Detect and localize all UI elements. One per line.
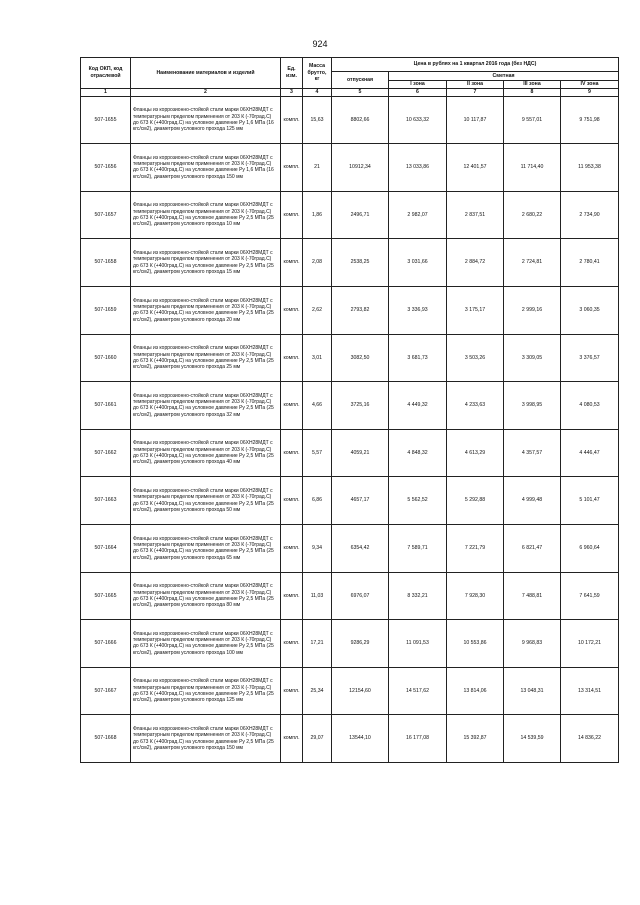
zone-1-price-cell: 5 562,52 [389,477,447,525]
header-zone-3: III зона [504,81,561,89]
mass-cell: 17,21 [303,620,332,668]
zone-3-price-cell: 9 557,01 [504,96,561,144]
unit-cell: компл. [281,286,303,334]
table-row [81,382,619,430]
unit-cell: компл. [281,382,303,430]
code-cell: 507-1662 [81,429,131,477]
zone-2-price-cell: 12 401,57 [447,144,504,192]
header-name: Наименование материалов и изделий [131,58,281,89]
mass-cell: 15,63 [303,96,332,144]
item-name-cell: Фланцы из коррозионно-стойкой стали марки 06ХН28МДТ с температурным пределом применения от 203 К (-70град.С) до 673 К (+400град.С) на условное давление Ру 2,5 МПа (25 кгс/см2), диаметром условного прохода 80 мм [131,572,281,620]
wholesale-price-cell: 6976,07 [332,572,389,620]
table-row [81,524,619,572]
code-cell: 507-1665 [81,572,131,620]
zone-3-price-cell: 4 999,48 [504,477,561,525]
mass-cell: 21 [303,144,332,192]
table-row [81,239,619,287]
zone-1-price-cell: 16 177,08 [389,715,447,763]
zone-3-price-cell: 13 048,31 [504,667,561,715]
table-row [81,334,619,382]
zone-4-price-cell: 13 314,51 [561,667,619,715]
unit-cell: компл. [281,429,303,477]
wholesale-price-cell: 2793,82 [332,286,389,334]
wholesale-price-cell: 4657,17 [332,477,389,525]
zone-4-price-cell: 2 780,41 [561,239,619,287]
code-cell: 507-1659 [81,286,131,334]
zone-2-price-cell: 10 553,86 [447,620,504,668]
table-row [81,667,619,715]
header-zone-2: II зона [447,81,504,89]
table-row [81,620,619,668]
zone-1-price-cell: 10 633,32 [389,96,447,144]
zone-2-price-cell: 13 814,06 [447,667,504,715]
zone-3-price-cell: 2 999,16 [504,286,561,334]
header-price-group: Цена в рублях на 1 квартал 2016 года (без НДС) [332,58,619,72]
mass-cell: 9,34 [303,524,332,572]
zone-2-price-cell: 3 503,26 [447,334,504,382]
unit-cell: компл. [281,191,303,239]
zone-1-price-cell: 11 091,53 [389,620,447,668]
wholesale-price-cell: 2496,71 [332,191,389,239]
wholesale-price-cell: 6354,42 [332,524,389,572]
zone-3-price-cell: 6 821,47 [504,524,561,572]
zone-4-price-cell: 14 836,22 [561,715,619,763]
zone-3-price-cell: 2 724,81 [504,239,561,287]
zone-4-price-cell: 4 446,47 [561,429,619,477]
page-number: 924 [312,39,328,49]
header-mass: Масса брутто, кг [303,58,332,89]
zone-3-price-cell: 11 714,40 [504,144,561,192]
table-row [81,572,619,620]
item-name-cell: Фланцы из коррозионно-стойкой стали марки 06ХН28МДТ с температурным пределом применения от 203 К (-70град.С) до 673 К (+400град.С) на условное давление Ру 2,5 МПа (25 кгс/см2), диаметром условного прохода 125 мм [131,667,281,715]
header-zone-1: I зона [389,81,447,89]
wholesale-price-cell: 13544,10 [332,715,389,763]
mass-cell: 29,07 [303,715,332,763]
wholesale-price-cell: 3725,16 [332,382,389,430]
zone-2-price-cell: 7 221,79 [447,524,504,572]
price-table [80,57,619,763]
zone-3-price-cell: 4 357,57 [504,429,561,477]
item-name-cell: Фланцы из коррозионно-стойкой стали марки 06ХН28МДТ с температурным пределом применения от 203 К (-70град.С) до 673 К (+400град.С) на условное давление Ру 1,6 МПа (16 кгс/см2), диаметром условного прохода 125 мм [131,96,281,144]
column-number: 6 [389,88,447,96]
zone-3-price-cell: 3 309,05 [504,334,561,382]
zone-2-price-cell: 7 928,30 [447,572,504,620]
wholesale-price-cell: 12154,60 [332,667,389,715]
zone-3-price-cell: 9 968,83 [504,620,561,668]
table-row [81,429,619,477]
item-name-cell: Фланцы из коррозионно-стойкой стали марки 06ХН28МДТ с температурным пределом применения от 203 К (-70град.С) до 673 К (+400град.С) на условное давление Ру 2,5 МПа (25 кгс/см2), диаметром условного прохода 150 мм [131,715,281,763]
mass-cell: 11,03 [303,572,332,620]
table-row [81,715,619,763]
zone-4-price-cell: 11 953,38 [561,144,619,192]
item-name-cell: Фланцы из коррозионно-стойкой стали марки 06ХН28МДТ с температурным пределом применения от 203 К (-70град.С) до 673 К (+400град.С) на условное давление Ру 2,5 МПа (25 кгс/см2), диаметром условного прохода 10 мм [131,191,281,239]
mass-cell: 25,34 [303,667,332,715]
item-name-cell: Фланцы из коррозионно-стойкой стали марки 06ХН28МДТ с температурным пределом применения от 203 К (-70град.С) до 673 К (+400град.С) на условное давление Ру 2,5 МПа (25 кгс/см2), диаметром условного прохода 15 мм [131,239,281,287]
column-number: 2 [131,88,281,96]
zone-2-price-cell: 15 392,87 [447,715,504,763]
zone-3-price-cell: 7 488,81 [504,572,561,620]
column-number: 9 [561,88,619,96]
column-number: 7 [447,88,504,96]
zone-2-price-cell: 2 837,51 [447,191,504,239]
code-cell: 507-1658 [81,239,131,287]
column-number: 1 [81,88,131,96]
code-cell: 507-1656 [81,144,131,192]
table-row [81,286,619,334]
unit-cell: компл. [281,144,303,192]
table-row [81,191,619,239]
zone-2-price-cell: 2 884,72 [447,239,504,287]
unit-cell: компл. [281,477,303,525]
zone-1-price-cell: 4 848,32 [389,429,447,477]
unit-cell: компл. [281,667,303,715]
zone-2-price-cell: 3 175,17 [447,286,504,334]
column-number: 8 [504,88,561,96]
item-name-cell: Фланцы из коррозионно-стойкой стали марки 06ХН28МДТ с температурным пределом применения от 203 К (-70град.С) до 673 К (+400град.С) на условное давление Ру 2,5 МПа (25 кгс/см2), диаметром условного прохода 25 мм [131,334,281,382]
item-name-cell: Фланцы из коррозионно-стойкой стали марки 06ХН28МДТ с температурным пределом применения от 203 К (-70град.С) до 673 К (+400град.С) на условное давление Ру 2,5 МПа (25 кгс/см2), диаметром условного прохода 20 мм [131,286,281,334]
unit-cell: компл. [281,572,303,620]
zone-1-price-cell: 7 589,71 [389,524,447,572]
wholesale-price-cell: 9286,29 [332,620,389,668]
code-cell: 507-1664 [81,524,131,572]
mass-cell: 5,57 [303,429,332,477]
mass-cell: 2,62 [303,286,332,334]
zone-4-price-cell: 4 080,53 [561,382,619,430]
code-cell: 507-1667 [81,667,131,715]
item-name-cell: Фланцы из коррозионно-стойкой стали марки 06ХН28МДТ с температурным пределом применения от 203 К (-70град.С) до 673 К (+400град.С) на условное давление Ру 2,5 МПа (25 кгс/см2), диаметром условного прохода 32 мм [131,382,281,430]
unit-cell: компл. [281,715,303,763]
item-name-cell: Фланцы из коррозионно-стойкой стали марки 06ХН28МДТ с температурным пределом применения от 203 К (-70град.С) до 673 К (+400град.С) на условное давление Ру 2,5 МПа (25 кгс/см2), диаметром условного прохода 100 мм [131,620,281,668]
zone-4-price-cell: 7 641,59 [561,572,619,620]
zone-4-price-cell: 3 376,57 [561,334,619,382]
mass-cell: 2,08 [303,239,332,287]
wholesale-price-cell: 3082,50 [332,334,389,382]
table-row [81,96,619,144]
zone-2-price-cell: 5 292,88 [447,477,504,525]
code-cell: 507-1655 [81,96,131,144]
mass-cell: 6,86 [303,477,332,525]
code-cell: 507-1668 [81,715,131,763]
mass-cell: 1,86 [303,191,332,239]
unit-cell: компл. [281,239,303,287]
zone-4-price-cell: 9 751,98 [561,96,619,144]
header-estimate: Сметная [389,72,619,81]
wholesale-price-cell: 10912,34 [332,144,389,192]
zone-3-price-cell: 2 680,22 [504,191,561,239]
zone-3-price-cell: 3 998,95 [504,382,561,430]
item-name-cell: Фланцы из коррозионно-стойкой стали марки 06ХН28МДТ с температурным пределом применения от 203 К (-70град.С) до 673 К (+400град.С) на условное давление Ру 2,5 МПа (25 кгс/см2), диаметром условного прохода 50 мм [131,477,281,525]
zone-1-price-cell: 8 332,21 [389,572,447,620]
code-cell: 507-1660 [81,334,131,382]
zone-4-price-cell: 10 172,21 [561,620,619,668]
wholesale-price-cell: 8802,66 [332,96,389,144]
zone-4-price-cell: 5 101,47 [561,477,619,525]
wholesale-price-cell: 2538,25 [332,239,389,287]
table-body [81,96,619,762]
zone-1-price-cell: 3 681,73 [389,334,447,382]
zone-2-price-cell: 4 613,29 [447,429,504,477]
unit-cell: компл. [281,334,303,382]
header-zone-4: IV зона [561,81,619,89]
column-number: 4 [303,88,332,96]
zone-4-price-cell: 3 060,35 [561,286,619,334]
mass-cell: 4,66 [303,382,332,430]
wholesale-price-cell: 4059,21 [332,429,389,477]
code-cell: 507-1666 [81,620,131,668]
unit-cell: компл. [281,96,303,144]
code-cell: 507-1661 [81,382,131,430]
mass-cell: 3,01 [303,334,332,382]
zone-4-price-cell: 2 734,90 [561,191,619,239]
column-number: 3 [281,88,303,96]
zone-1-price-cell: 3 031,66 [389,239,447,287]
unit-cell: компл. [281,620,303,668]
unit-cell: компл. [281,524,303,572]
zone-1-price-cell: 13 033,86 [389,144,447,192]
zone-1-price-cell: 14 517,62 [389,667,447,715]
zone-1-price-cell: 3 336,93 [389,286,447,334]
zone-2-price-cell: 10 117,87 [447,96,504,144]
zone-1-price-cell: 4 449,32 [389,382,447,430]
zone-4-price-cell: 6 960,64 [561,524,619,572]
item-name-cell: Фланцы из коррозионно-стойкой стали марки 06ХН28МДТ с температурным пределом применения от 203 К (-70град.С) до 673 К (+400град.С) на условное давление Ру 1,6 МПа (16 кгс/см2), диаметром условного прохода 150 мм [131,144,281,192]
zone-1-price-cell: 2 982,07 [389,191,447,239]
zone-3-price-cell: 14 539,59 [504,715,561,763]
code-cell: 507-1657 [81,191,131,239]
header-wholesale: отпускная [332,72,389,89]
code-cell: 507-1663 [81,477,131,525]
table-row [81,144,619,192]
zone-2-price-cell: 4 233,63 [447,382,504,430]
table-row [81,477,619,525]
item-name-cell: Фланцы из коррозионно-стойкой стали марки 06ХН28МДТ с температурным пределом применения от 203 К (-70град.С) до 673 К (+400град.С) на условное давление Ру 2,5 МПа (25 кгс/см2), диаметром условного прохода 40 мм [131,429,281,477]
column-number: 5 [332,88,389,96]
header-unit: Ед. изм. [281,58,303,89]
header-code: Код ОКП, код отраслевой [81,58,131,89]
item-name-cell: Фланцы из коррозионно-стойкой стали марки 06ХН28МДТ с температурным пределом применения от 203 К (-70град.С) до 673 К (+400град.С) на условное давление Ру 2,5 МПа (25 кгс/см2), диаметром условного прохода 65 мм [131,524,281,572]
